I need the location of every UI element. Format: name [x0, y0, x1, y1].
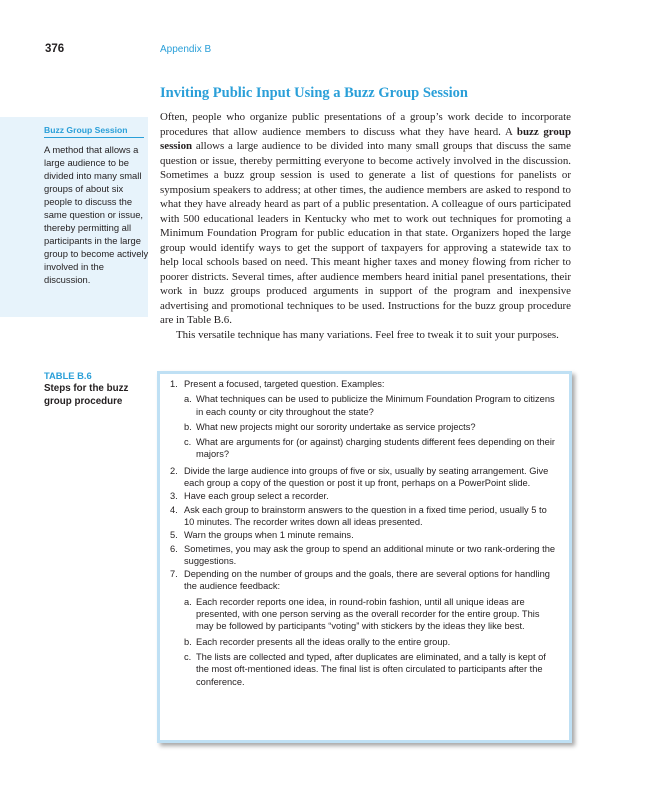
- step-number: 6.: [170, 543, 178, 554]
- step-item: [170, 543, 559, 568]
- table-label: TABLE B.6: [44, 370, 92, 381]
- sub-step-text: Each recorder presents all the ideas orally to the entire group.: [196, 636, 451, 647]
- table-caption: Steps for the buzz group procedure: [44, 383, 129, 407]
- running-head: Appendix B: [160, 44, 212, 55]
- step-body: [184, 568, 559, 691]
- step-number: 7.: [170, 569, 178, 580]
- paragraph-2: This versatile technique has many variations. Feel free to tweak it to suit your purposes.: [176, 328, 559, 341]
- step-body: [184, 504, 559, 529]
- step-item: [170, 378, 559, 464]
- sub-step-letter: b.: [184, 636, 192, 647]
- step-item: [170, 568, 559, 691]
- margin-note-definition: A method that allows a large audience to be divided into many small groups of about six people to discuss the same question or issue, thereby permitting all participants in the large group to become actively involved in the discussion.: [44, 144, 149, 285]
- sub-step-text: Each recorder reports one idea, in round-robin fashion, until all unique ideas are presented, with one person serving as the overall recorder for the entire group. This may be followed by participants “voting” with stickers by the ideas they like best.: [196, 596, 540, 632]
- sub-step-text: What new projects might our sorority undertake as service projects?: [196, 421, 476, 432]
- step-text: Warn the groups when 1 minute remains.: [184, 530, 354, 541]
- page-number: 376: [45, 43, 65, 55]
- step-number: 3.: [170, 491, 178, 502]
- sub-step-text: What techniques can be used to publicize the Minimum Foundation Program to citizens in each county or city throughout the state?: [196, 394, 555, 417]
- sub-step-item: [184, 436, 559, 461]
- sub-step-item: [184, 421, 559, 433]
- step-text: Sometimes, you may ask the group to spend an additional minute or two rank-ordering the suggestions.: [184, 543, 556, 566]
- step-number: 5.: [170, 530, 178, 541]
- sub-step-item: [184, 393, 559, 418]
- sub-step-text: What are arguments for (or against) charging students different fees depending on their majors?: [196, 437, 556, 460]
- sub-step-letter: c.: [184, 437, 192, 448]
- sub-step-item: [184, 651, 559, 688]
- step-item: [170, 490, 559, 502]
- sub-step-letter: a.: [184, 394, 192, 405]
- steps-table-box: [157, 371, 572, 743]
- step-text: Ask each group to brainstorm answers to the question in a fixed time period, usually 5 to 10 minutes. The recorder writes down all ideas presented.: [184, 504, 547, 527]
- steps-list: [170, 378, 559, 691]
- paragraph-1-start: Often, people who organize public presentations of a group’s work decide to incorporate procedures that allow audience members to discuss what they have heard. A: [160, 111, 571, 138]
- sub-step-letter: b.: [184, 421, 192, 432]
- paragraph-1: [160, 110, 571, 328]
- sub-step-item: [184, 596, 559, 633]
- step-number: 1.: [170, 379, 178, 389]
- step-text: Depending on the number of groups and the goals, there are several options for handling the audience feedback:: [184, 569, 550, 592]
- sub-step-text: The lists are collected and typed, after duplicates are eliminated, and a tally is kept of the most oft-mentioned ideas. The final list is often circulated to participants after the conference.: [196, 651, 546, 687]
- step-item: [170, 504, 559, 529]
- step-body: [184, 543, 559, 568]
- margin-note-term: Buzz Group Session: [44, 125, 144, 138]
- step-body: [184, 465, 559, 490]
- step-text: Have each group select a recorder.: [184, 491, 329, 502]
- section-title: Inviting Public Input Using a Buzz Group Session: [160, 85, 468, 101]
- step-item: [170, 529, 559, 541]
- key-term-buzz-group-session: buzz group session: [160, 125, 571, 152]
- body-text: [160, 110, 571, 342]
- step-body: [184, 529, 559, 541]
- paragraph-1-end: allows a large audience to be divided into many small groups that discuss the same question or issue, thereby permitting everyone to become actively involved in the discussion. Sometimes a buzz group session is used to generate a list of questions for panelists or symposium speakers to address; at other times, the audience members are asked to respond to what they have already heard as part of a public presentation. A colleague of ours participated with 500 educational leaders in Kentucky who met to work out techniques for promoting a Minimum Foundation Program for public education in that state. Organizers hoped the large group would identify ways to get the support of taxpayers for approving a statewide tax to help local schools based on need. This meant higher taxes and money flowing from richer to poorer districts. Several times, after audience members heard initial panel presentations, their work in buzz groups produced arguments in support of the program and inexpensive advertising and promotional techniques to be used. Instructions for the buzz group procedure are in Table B.6.: [160, 140, 571, 326]
- step-body: [184, 490, 559, 502]
- sub-step-list: [184, 393, 559, 460]
- step-number: 2.: [170, 465, 178, 476]
- step-text: Divide the large audience into groups of five or six, usually by seating arrangement. Give each group a copy of the question or post it up front, perhaps on a PowerPoint slide.: [184, 465, 549, 489]
- sub-step-letter: c.: [184, 651, 192, 662]
- step-number: 4.: [170, 504, 178, 515]
- step-item: [170, 465, 559, 490]
- sub-step-list: [184, 596, 559, 688]
- sub-step-letter: a.: [184, 596, 192, 607]
- step-body: [184, 378, 559, 464]
- step-text: Present a focused, targeted question. Examples:: [184, 379, 385, 389]
- sub-step-item: [184, 636, 559, 648]
